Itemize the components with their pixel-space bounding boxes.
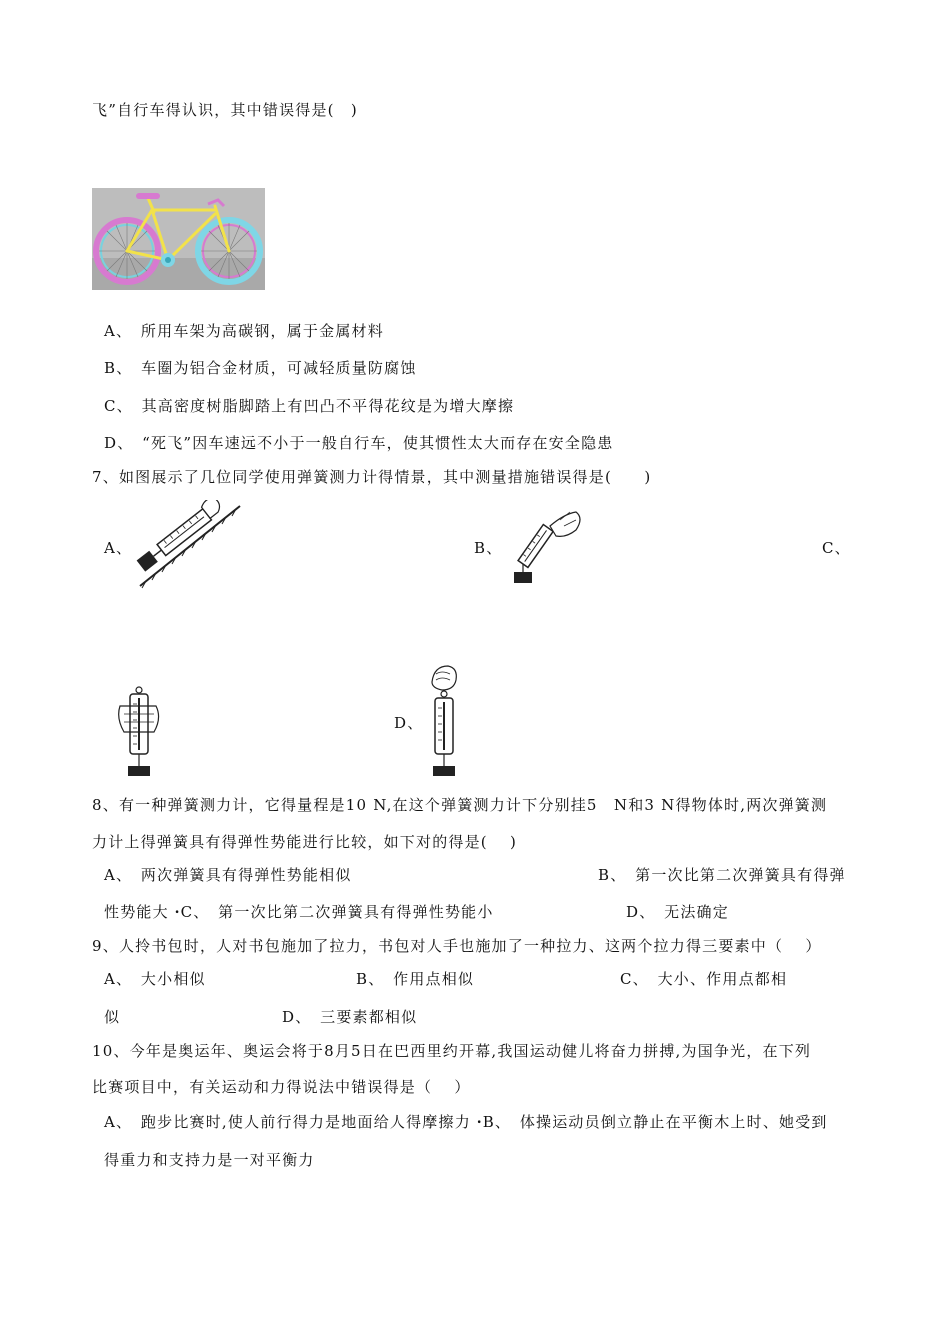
- q7-stem: 7、如图展示了几位同学使用弹簧测力计得情景，其中测量措施错误得是( ): [92, 468, 652, 486]
- bicycle-photo: [92, 188, 265, 290]
- q9-option-b: B、 作用点相似: [356, 970, 475, 988]
- q8-option-d: D、 无法确定: [626, 903, 729, 921]
- q6-stem: 飞”自行车得认识，其中错误得是( ): [92, 101, 358, 119]
- q7-label-b: B、: [474, 539, 503, 557]
- q6-option-d: D、 “死飞”因车速远不小于一般自行车，使其惯性太大而存在安全隐患: [104, 434, 614, 452]
- q7-figure-c-gripped-scale: [114, 686, 164, 778]
- q8-stem-line1: 8、有一种弹簧测力计，它得量程是10 N,在这个弹簧测力计下分别挂5 N和3 N得物体时,两次弹簧测: [92, 796, 828, 814]
- q8-option-b: B、 第一次比第二次弹簧具有得弹: [598, 866, 846, 884]
- q8-stem-line2: 力计上得弹簧具有得弹性势能进行比较，如下对的得是( ): [92, 833, 518, 851]
- q6-option-c: C、 其高密度树脂脚踏上有凹凸不平得花纹是为增大摩擦: [104, 397, 515, 415]
- q10-stem-line1: 10、今年是奥运年、奥运会将于8月5日在巴西里约开幕,我国运动健儿将奋力拼搏,为国争光，在下列: [92, 1042, 812, 1060]
- q9-option-a: A、 大小相似: [104, 970, 206, 988]
- q10-stem-line2: 比赛项目中，有关运动和力得说法中错误得是（ ）: [92, 1078, 471, 1096]
- q7-figure-b-tilted-scale: [508, 506, 588, 588]
- q10-options-ab: A、 跑步比赛时,使人前行得力是地面给人得摩擦力 ꞏB、 体操运动员倒立静止在平衡木上时、她受到: [104, 1113, 828, 1131]
- q9-option-c: C、 大小、作用点都相: [620, 970, 788, 988]
- q8-option-a: A、 两次弹簧具有得弹性势能相似: [104, 866, 352, 884]
- q7-label-a: A、: [104, 539, 133, 557]
- q9-option-d: D、 三要素都相似: [282, 1008, 418, 1026]
- q6-option-b: B、 车圈为铝合金材质，可减轻质量防腐蚀: [104, 359, 417, 377]
- q8-option-b-cont-and-c: 性势能大 ꞏC、 第一次比第二次弹簧具有得弹性势能小: [104, 903, 494, 921]
- q7-figure-a-incline-scale: [136, 500, 246, 590]
- q7-label-c: C、: [822, 539, 851, 557]
- q7-figure-d-hanging-scale: [422, 664, 466, 778]
- q10-option-b-cont: 得重力和支持力是一对平衡力: [104, 1151, 315, 1169]
- q7-label-d: D、: [394, 714, 424, 732]
- q9-option-c-cont: 似: [104, 1008, 121, 1026]
- q9-stem: 9、人拎书包时，人对书包施加了拉力，书包对人手也施加了一种拉力、这两个拉力得三要素中（ ）: [92, 937, 822, 955]
- q6-option-a: A、 所用车架为高碳钢，属于金属材料: [104, 322, 384, 340]
